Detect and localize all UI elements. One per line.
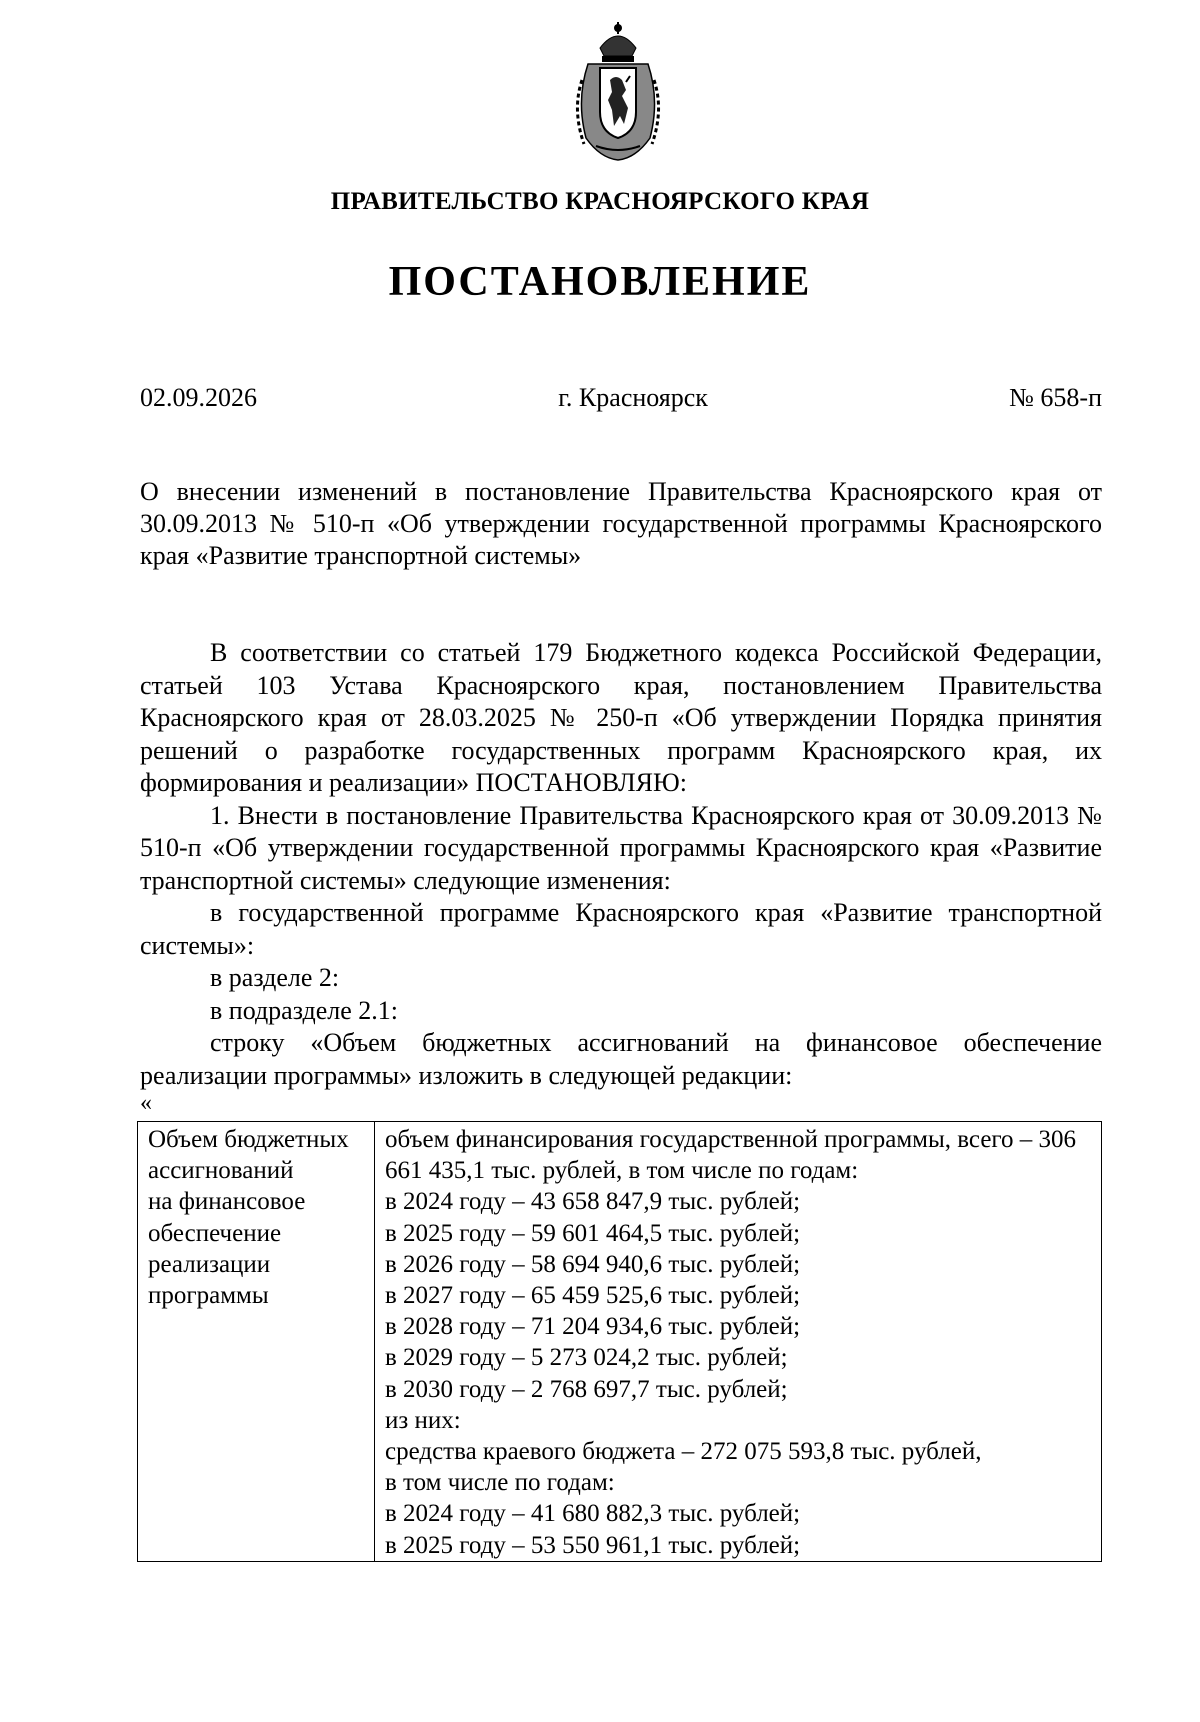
subsection-line: в подразделе 2.1:: [210, 995, 399, 1025]
document-date: 02.09.2026: [140, 383, 257, 412]
document-body: [140, 637, 1102, 1092]
value-line: в 2024 году – 41 680 882,3 тыс. рублей;: [385, 1500, 801, 1528]
coat-of-arms-icon: [570, 20, 666, 162]
table-row: [138, 1122, 1102, 1562]
label-line: обеспечение: [148, 1219, 282, 1247]
row-instruction-line: строку «Объем бюджетных ассигнований на финансовое обеспечение реализации программы» изложить в следующей редакции:: [140, 1028, 1102, 1090]
budget-table: [137, 1121, 1102, 1562]
document-city: г. Красноярск: [558, 383, 708, 412]
value-line: в 2024 году – 43 658 847,9 тыс. рублей;: [385, 1188, 801, 1216]
value-line: из них:: [385, 1406, 461, 1434]
document-number: № 658-п: [1009, 383, 1102, 412]
table-cell-value: [375, 1122, 1102, 1562]
label-line: программы: [148, 1282, 269, 1310]
program-line: в государственной программе Красноярского края «Развитие транспортной системы»:: [140, 898, 1102, 960]
document-title: О внесении изменений в постановление Правительства Красноярского края от 30.09.2013 № 510-п «Об утверждении государственной программы Красноярского края «Развитие транспортной системы»: [140, 477, 1102, 570]
preamble-paragraph: В соответствии со статьей 179 Бюджетного кодекса Российской Федерации, статьей 103 Устава Красноярского края, постановлением Правительства Красноярского края от 28.03.2025 № 250-п «Об утверждении Порядка принятия решений о разработке государственных программ Красноярского края, их формирования и реализации» ПОСТАНОВЛЯЮ:: [140, 638, 1102, 797]
label-line: ассигнований: [148, 1157, 294, 1185]
value-line: в 2027 году – 65 459 525,6 тыс. рублей;: [385, 1282, 801, 1310]
value-line: в том числе по годам:: [385, 1469, 615, 1497]
value-line: объем финансирования государственной программы, всего – 306 661 435,1 тыс. рублей, в том числе по годам:: [385, 1126, 1077, 1185]
label-line: реализации: [148, 1250, 271, 1278]
value-line: в 2029 году – 5 273 024,2 тыс. рублей;: [385, 1344, 788, 1372]
label-line: на финансовое: [148, 1188, 306, 1216]
section-line: в разделе 2:: [210, 963, 340, 992]
value-line: в 2030 году – 2 768 697,7 тыс. рублей;: [385, 1375, 788, 1403]
organization-heading: ПРАВИТЕЛЬСТВО КРАСНОЯРСКОГО КРАЯ: [330, 188, 870, 215]
opening-quote-mark: «: [140, 1090, 152, 1116]
value-line: в 2026 году – 58 694 940,6 тыс. рублей;: [385, 1250, 801, 1278]
label-line: Объем бюджетных: [148, 1126, 349, 1153]
value-line: в 2025 году – 59 601 464,5 тыс. рублей;: [385, 1219, 801, 1247]
value-line: в 2025 году – 53 550 961,1 тыс. рублей;: [385, 1531, 801, 1559]
document-type-heading: ПОСТАНОВЛЕНИЕ: [388, 259, 812, 305]
table-cell-label: [138, 1122, 375, 1562]
item-1-paragraph: 1. Внести в постановление Правительства Красноярского края от 30.09.2013 № 510-п «Об утверждении государственной программы Красноярского края «Развитие транспортной системы» следующие изменения:: [140, 800, 1102, 895]
document-meta-row: [140, 383, 1102, 413]
value-line: средства краевого бюджета – 272 075 593,8 тыс. рублей,: [385, 1438, 982, 1466]
value-line: в 2028 году – 71 204 934,6 тыс. рублей;: [385, 1313, 801, 1341]
